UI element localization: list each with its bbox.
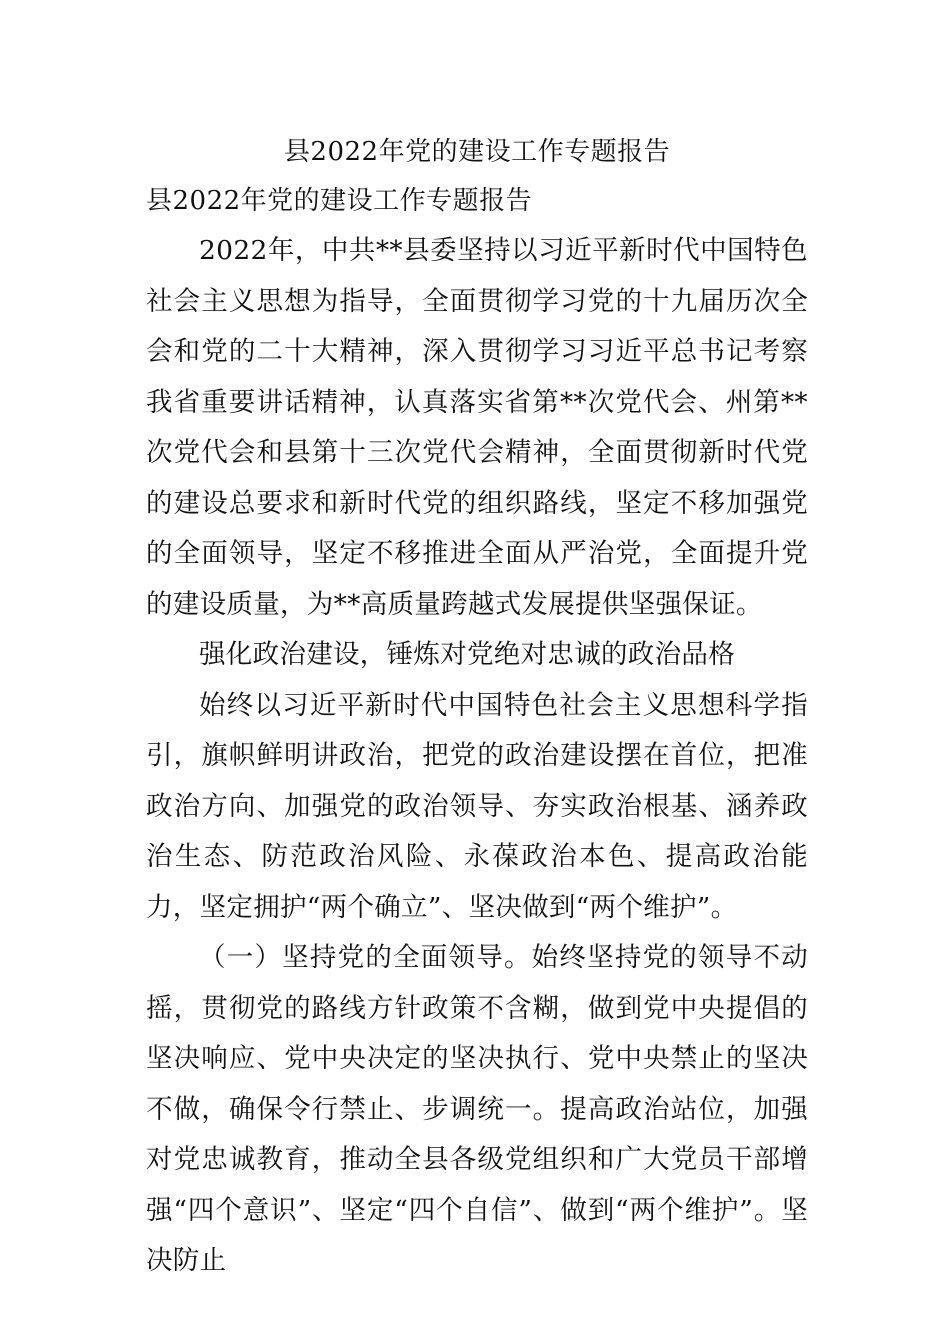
paragraph-intro: 2022年，中共**县委坚持以习近平新时代中国特色社会主义思想为指导，全面贯彻学习党的十九届历次全会和党的二十大精神，深入贯彻学习习近平总书记考察我省重要讲话精神，认真落实省第**次党代会、州第**次党代会和县第十三次党代会精神，全面贯彻新时代党的建设总要求和新时代党的组织路线，坚定不移加强党的全面领导，坚定不移推进全面从严治党，全面提升党的建设质量，为**高质量跨越式发展提供坚强保证。 — [146, 235, 808, 620]
document-subtitle: 县2022年党的建设工作专题报告 — [146, 186, 533, 216]
document-title: 县2022年党的建设工作专题报告 — [283, 137, 671, 167]
document-body — [146, 226, 808, 1287]
paragraph-political-guidance: 始终以习近平新时代中国特色社会主义思想科学指引，旗帜鲜明讲政治，把党的政治建设摆在首位，把准政治方向、加强党的政治领导、夯实政治根基、涵养政治生态、防范政治风险、永葆政治本色、提高政治能力，坚定拥护“两个确立”、坚决做到“两个维护”。 — [146, 689, 808, 923]
paragraph-party-leadership: （一）坚持党的全面领导。始终坚持党的领导不动摇，贯彻党的路线方针政策不含糊，做到党中央提倡的坚决响应、党中央决定的坚决执行、党中央禁止的坚决不做，确保令行禁止、步调统一。提高政治站位，加强对党忠诚教育，推动全县各级党组织和广大党员干部增强“四个意识”、坚定“四个自信”、做到“两个维护”。坚决防止 — [146, 942, 808, 1276]
section-heading-political-construction: 强化政治建设，锤炼对党绝对忠诚的政治品格 — [199, 639, 735, 670]
